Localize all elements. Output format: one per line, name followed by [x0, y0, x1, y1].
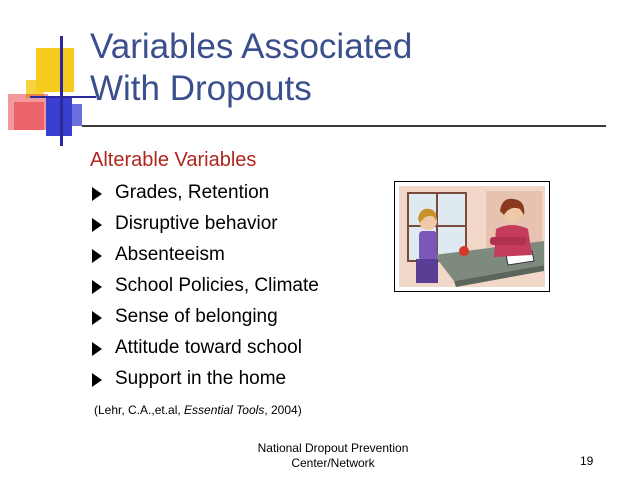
- bullet-text: School Policies, Climate: [115, 275, 319, 296]
- triangle-bullet-icon: [92, 249, 102, 263]
- triangle-bullet-icon: [92, 187, 102, 201]
- slide-title: [90, 26, 412, 110]
- bullet-list: [90, 180, 319, 397]
- triangle-bullet-icon: [92, 373, 102, 387]
- bullet-item: [90, 304, 319, 335]
- bullet-item: [90, 180, 319, 211]
- decorative-squares: [0, 0, 100, 150]
- footer: [245, 441, 421, 471]
- bullet-item: [90, 242, 319, 273]
- footer-line-1: National Dropout Prevention: [257, 441, 409, 455]
- bullet-text: Absenteeism: [115, 244, 225, 265]
- citation: [94, 403, 302, 417]
- bullet-text: Support in the home: [115, 368, 287, 389]
- title-line-1: Variables Associated: [90, 27, 413, 66]
- triangle-bullet-icon: [92, 342, 102, 356]
- bullet-item: [90, 366, 319, 397]
- subtitle: Alterable Variables: [90, 149, 257, 171]
- citation-prefix: (Lehr, C.A.,et.al,: [94, 403, 185, 417]
- citation-italic: Essential Tools: [184, 403, 265, 417]
- bullet-text: Attitude toward school: [115, 337, 302, 358]
- triangle-bullet-icon: [92, 280, 102, 294]
- bullet-text: Disruptive behavior: [115, 213, 278, 234]
- page-number: 19: [580, 454, 594, 468]
- teacher-student-clipart: [394, 181, 550, 292]
- bullet-text: Sense of belonging: [115, 306, 278, 327]
- title-divider: [82, 125, 606, 127]
- triangle-bullet-icon: [92, 218, 102, 232]
- citation-suffix: , 2004): [264, 403, 302, 417]
- footer-line-2: Center/Network: [291, 456, 375, 470]
- bullet-item: [90, 273, 319, 304]
- bullet-text: Grades, Retention: [115, 182, 270, 203]
- triangle-bullet-icon: [92, 311, 102, 325]
- bullet-item: [90, 211, 319, 242]
- bullet-item: [90, 335, 319, 366]
- title-line-2: With Dropouts: [90, 69, 312, 108]
